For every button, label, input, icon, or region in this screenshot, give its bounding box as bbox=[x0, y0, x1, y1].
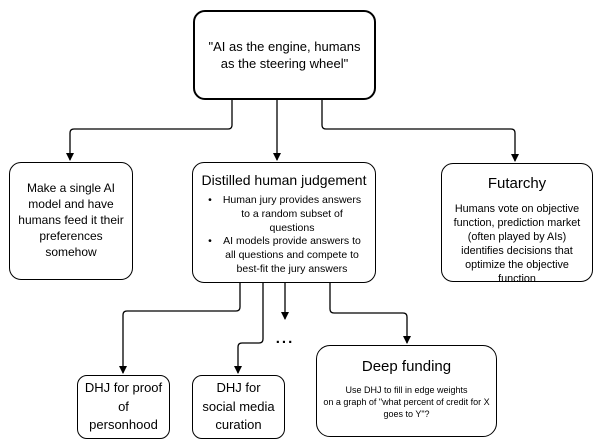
node-deep-funding-title: Deep funding bbox=[361, 358, 452, 375]
node-single-ai-model-text: Make a single AI model and have humans feed it their preferences somehow bbox=[18, 181, 124, 259]
dhj-bullet-text: Human jury provides answers to a random subset of questions bbox=[222, 194, 362, 234]
edge-dhj-to-personhood bbox=[123, 283, 240, 373]
edge-dhj-to-deep-funding bbox=[330, 283, 407, 343]
deep-funding-body-line: on a graph of "what percent of credit for X bbox=[323, 396, 490, 407]
edge-dhj-to-social bbox=[238, 283, 263, 373]
edge-root-to-single-model bbox=[70, 100, 232, 160]
ellipsis-label: ... bbox=[275, 330, 295, 347]
bullet-icon: • bbox=[208, 235, 212, 248]
node-dhj-social-media-curation bbox=[192, 375, 285, 439]
node-root-text: "AI as the engine, humans as the steering wheel" bbox=[208, 38, 361, 71]
deep-funding-body-line: goes to Y"? bbox=[383, 409, 430, 420]
deep-funding-body-line: Use DHJ to fill in edge weights bbox=[345, 384, 468, 395]
dhj-bullet-text: AI models provide answers to all questions and compete to best-fit the jury answers bbox=[223, 235, 361, 275]
dhj-bullet-list bbox=[202, 194, 366, 276]
node-futarchy bbox=[441, 163, 593, 285]
node-deep-funding-body bbox=[317, 384, 496, 420]
bullet-icon: • bbox=[208, 194, 212, 207]
dhj-bullet-item bbox=[202, 235, 366, 276]
node-dhj-proof-of-personhood bbox=[77, 375, 170, 439]
node-dhj-social-text: DHJ for social media curation bbox=[202, 379, 275, 433]
node-distilled-human-judgement bbox=[192, 162, 376, 283]
edge-root-to-futarchy bbox=[322, 100, 515, 161]
node-futarchy-body: Humans vote on objective function, prediction market (often played by AIs) identifies decisions that optimize the objective function bbox=[453, 202, 581, 285]
node-futarchy-title: Futarchy bbox=[487, 175, 547, 192]
node-single-ai-model bbox=[9, 162, 133, 280]
node-deep-funding bbox=[316, 345, 497, 437]
node-dhj-title: Distilled human judgement bbox=[201, 172, 367, 188]
dhj-bullet-item bbox=[202, 194, 366, 235]
node-root-quote bbox=[193, 10, 376, 100]
node-dhj-personhood-text: DHJ for proof of personhood bbox=[84, 379, 163, 433]
